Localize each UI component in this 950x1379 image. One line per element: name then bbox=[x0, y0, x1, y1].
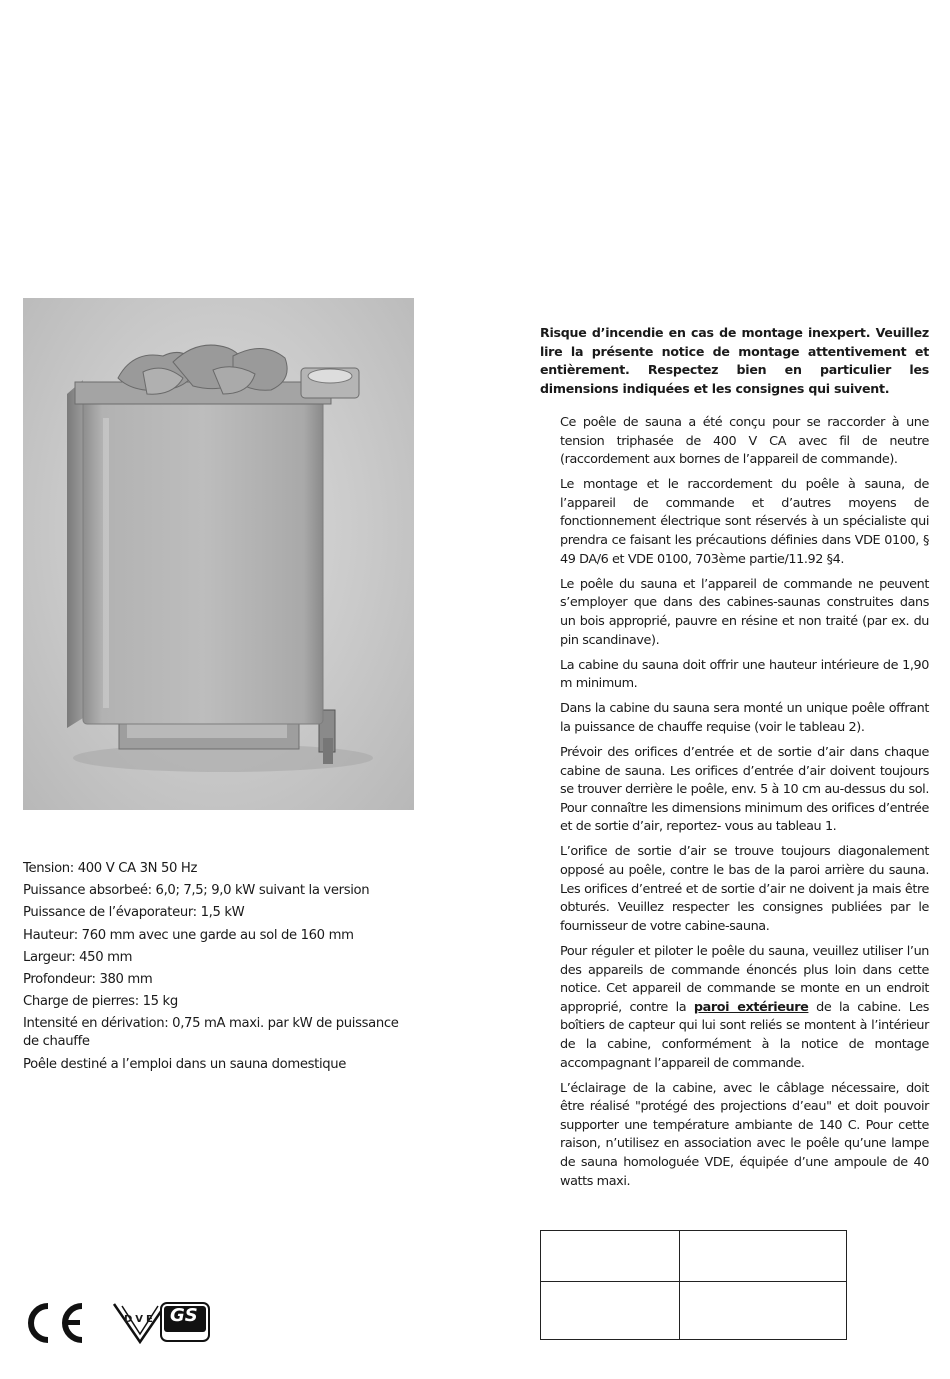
vde-label: DVE bbox=[124, 1314, 156, 1325]
paragraph-part: Pour réguler et piloter le poêle du sauna, veuillez utiliser l’un des appareils de commande énoncés plus loin dans cette notice. Cet appareil de commande se monte en un endroit approprié, contre la bbox=[560, 943, 929, 1015]
fire-warning: Risque d’incendie en cas de montage inexpert. Veuillez lire la présente notice de montage attentivement et entièrement. Respectez bien en particulier les dimensions indiquées et les consignes qui suivent. bbox=[540, 325, 929, 396]
technical-specs bbox=[23, 858, 418, 1077]
paragraph: Dans la cabine du sauna sera monté un unique poêle offrant la puissance de chauffe requise (voir le tableau 2). bbox=[560, 701, 929, 735]
ce-mark-logo bbox=[26, 1302, 86, 1344]
empty-table bbox=[540, 1230, 847, 1340]
emphasis-exterior-wall: paroi extérieure bbox=[693, 999, 809, 1015]
paragraph: Ce poêle de sauna a été conçu pour se raccorder à une tension triphasée de 400 V CA avec fil de neutre (raccordement aux bornes de l’appareil de commande). bbox=[560, 415, 929, 468]
paragraph: Le poêle du sauna et l’appareil de commande ne peuvent s’employer que dans des cabines-saunas construites dans un bois approprié, pauvre en résine et non traité (par ex. du pin scandinave). bbox=[560, 576, 929, 648]
table-divider bbox=[679, 1231, 680, 1339]
paragraph: L’orifice de sortie d’air se trouve toujours diagonalement opposé au poêle, contre le bas de la paroi arrière du sauna. Les orifices d’entreé et de sortie d’air ne doivent ja mais être obturés. Veuillez respecter les consignes publiées par le fournisseur de votre cabine-sauna. bbox=[560, 844, 929, 934]
spec-tension: Tension: 400 V CA 3N 50 Hz bbox=[23, 861, 198, 876]
table-divider bbox=[541, 1281, 846, 1282]
paragraph: L’éclairage de la cabine, avec le câblage nécessaire, doit être réalisé "protégé des projections d’eau" et doit pouvoir supporter une température ambiante de 140 C. Pour cette raison, n’utilisez en association avec le poêle qu’une lampe de sauna homologuée VDE, équipée d’une ampoule de 40 watts maxi. bbox=[560, 1080, 929, 1189]
spec-leakage: Intensité en dérivation: 0,75 mA maxi. par kW de puissance de chauffe bbox=[23, 1016, 399, 1050]
spec-height: Hauteur: 760 mm avec une garde au sol de 160 mm bbox=[23, 927, 354, 943]
paragraph bbox=[560, 943, 929, 1073]
gs-label: GS bbox=[170, 1305, 198, 1326]
paragraph: Le montage et le raccordement du poêle à sauna, de l’appareil de commande et d’autres moyens de fonctionnement électrique sont réservés à un spécialiste qui prendra ce faisant les précautions définies dans VDE 0100, § 49 DA/6 et VDE 0100, 703ème partie/11.92 §4. bbox=[560, 477, 929, 567]
paragraph: Prévoir des orifices d’entrée et de sortie d’air dans chaque cabine de sauna. Les orifices d’entrée d’air doivent toujours se trouver derrière le poêle, env. 5 à 10 cm au-dessus du sol. Pour connaître les dimensions minimum des orifices d’entrée et de sortie d’air, reportez- vous au tableau 1. bbox=[560, 745, 929, 835]
spec-width: Largeur: 450 mm bbox=[23, 949, 133, 965]
sauna-heater-photo bbox=[23, 298, 414, 810]
paragraph: La cabine du sauna doit offrir une hauteur intérieure de 1,90 m minimum. bbox=[560, 657, 929, 692]
spec-power: Puissance absorbeé: 6,0; 7,5; 9,0 kW suivant la version bbox=[23, 883, 370, 899]
spec-domestic: Poêle destiné a l’emploi dans un sauna domestique bbox=[23, 1057, 347, 1073]
paragraph-part: de la cabine. Les boîtiers de capteur qui lui sont reliés se montent à l’intérieur de la cabine, conformément à la notice de montage accompagnant l’appareil de commande. bbox=[560, 999, 930, 1071]
spec-evaporator: Puissance de l’évaporateur: 1,5 kW bbox=[23, 905, 245, 921]
instructions bbox=[560, 414, 929, 1198]
spec-stones: Charge de pierres: 15 kg bbox=[23, 994, 178, 1010]
spec-depth: Profondeur: 380 mm bbox=[23, 972, 153, 988]
